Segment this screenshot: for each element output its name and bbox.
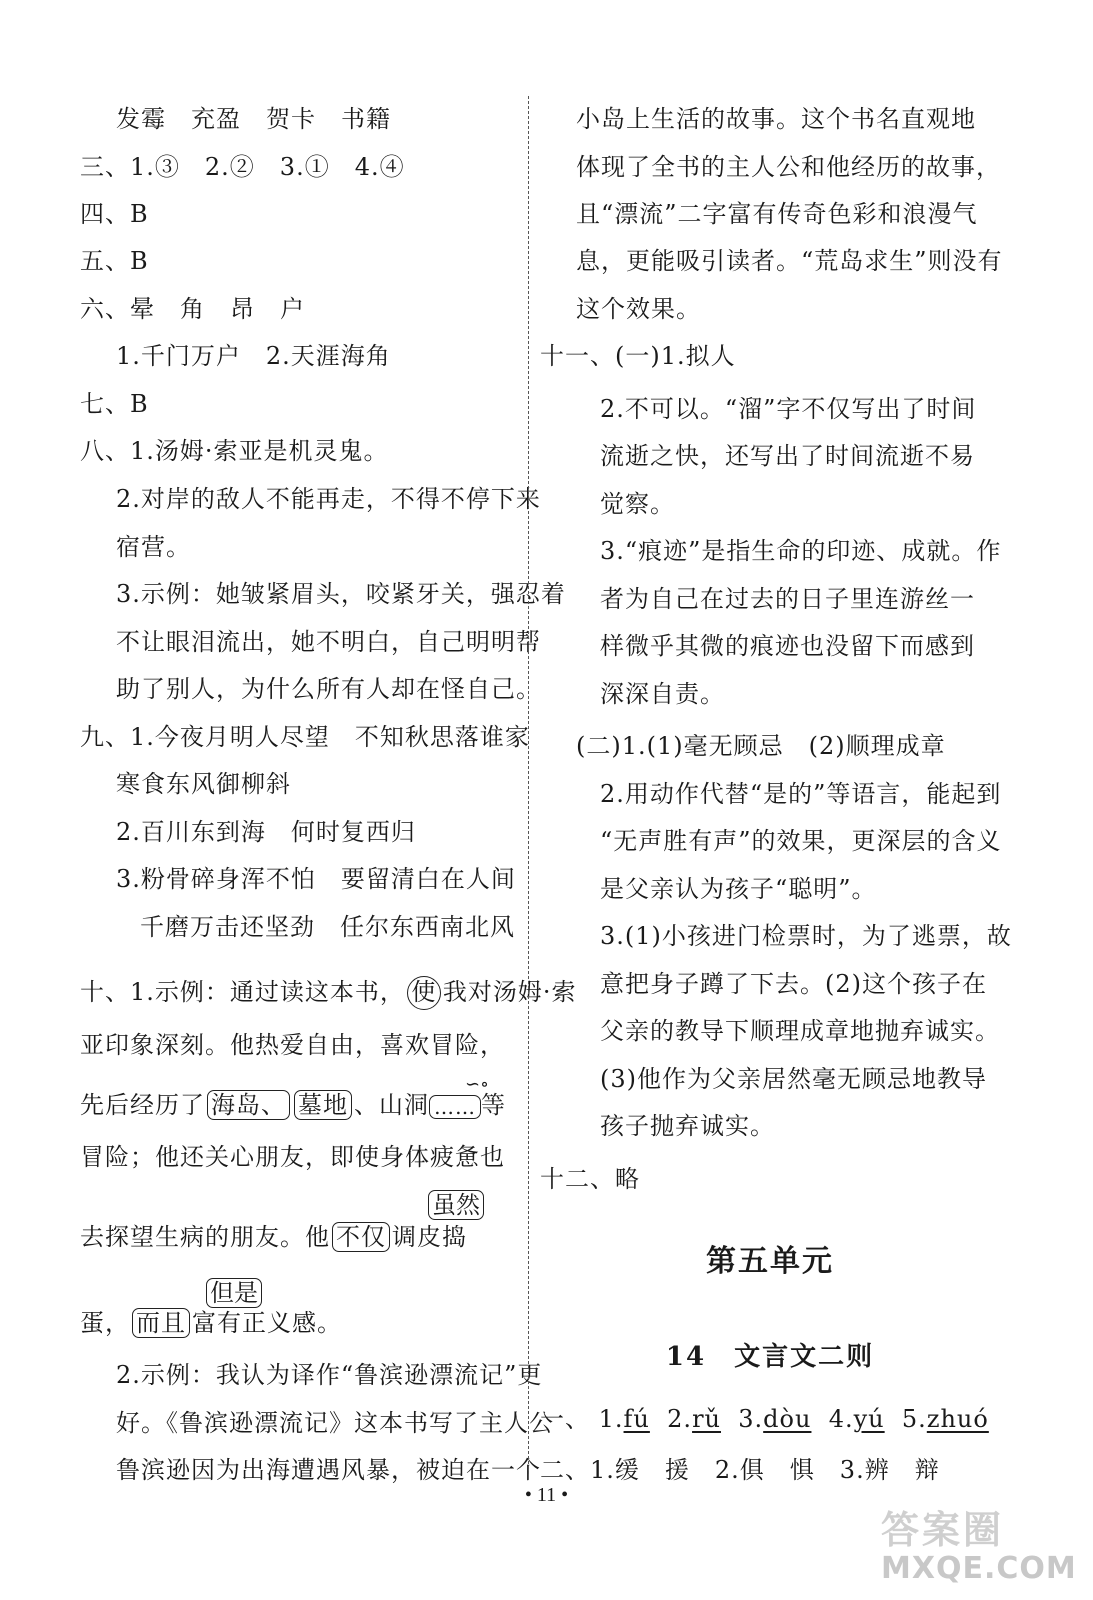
text-segment: 十、1.示例：通过读这本书， bbox=[80, 978, 405, 1006]
text-line-annotated bbox=[80, 1308, 342, 1338]
text-line: 2.示例：我认为译作“鲁滨逊漂流记”更 bbox=[116, 1361, 543, 1389]
text-line: 息，更能吸引读者。“荒岛求生”则没有 bbox=[576, 247, 1003, 275]
text-line: 1.千门万户 2.天涯海角 bbox=[116, 342, 391, 370]
text-line: 是父亲认为孩子“聪明”。 bbox=[600, 875, 877, 903]
item-number: 2. bbox=[667, 1405, 693, 1433]
text-line: 亚印象深刻。他热爱自由，喜欢冒险， bbox=[80, 1031, 505, 1059]
text-line: 3.示例：她皱紧眉头，咬紧牙关，强忍着 bbox=[116, 580, 566, 608]
boxed-word: 而且 bbox=[132, 1308, 190, 1338]
boxed-ellipsis: …… bbox=[429, 1095, 481, 1119]
text-segment: 一、 bbox=[540, 1405, 590, 1433]
text-line: 十一、(一)1.拟人 bbox=[540, 342, 736, 370]
text-line: 十二、略 bbox=[540, 1165, 640, 1193]
column-divider bbox=[528, 96, 529, 1474]
watermark-site: MXQE.COM bbox=[881, 1551, 1077, 1586]
boxed-word: 不仅 bbox=[332, 1222, 390, 1252]
inserted-word-box: 虽然 bbox=[428, 1190, 484, 1220]
text-segment: 去探望生病的朋友。他 bbox=[80, 1223, 330, 1251]
text-line-annotated bbox=[80, 1090, 506, 1120]
text-line: 小岛上生活的故事。这个书名直观地 bbox=[576, 105, 976, 133]
pinyin: rǔ bbox=[692, 1405, 721, 1433]
text-line: 深深自责。 bbox=[600, 680, 725, 708]
text-line: 鲁滨逊因为出海遭遇风暴，被迫在一个 bbox=[116, 1456, 541, 1484]
text-line: (3)他作为父亲居然毫无顾忌地教导 bbox=[600, 1065, 987, 1093]
text-line: 3.(1)小孩进门检票时，为了逃票，故 bbox=[600, 922, 1012, 950]
text-line: 六、晕 角 昂 户 bbox=[80, 295, 305, 323]
pinyin-answers bbox=[540, 1404, 989, 1434]
item-number: 5. bbox=[901, 1405, 927, 1433]
text-line: 2.对岸的敌人不能再走，不得不停下来 bbox=[116, 485, 541, 513]
lesson-title: 14 文言文二则 bbox=[665, 1342, 875, 1372]
text-line: 五、B bbox=[80, 247, 149, 275]
item-number: 4. bbox=[828, 1405, 854, 1433]
text-line-annotated bbox=[80, 976, 577, 1010]
text-line: 且“漂流”二字富有传奇色彩和浪漫气 bbox=[576, 200, 978, 228]
circled-word: 使 bbox=[407, 976, 441, 1010]
item-number: 3. bbox=[738, 1405, 764, 1433]
text-segment: 富有正义感。 bbox=[192, 1309, 342, 1337]
text-line: 3.粉骨碎身浑不怕 要留清白在人间 bbox=[116, 865, 516, 893]
text-line: 2.百川东到海 何时复西归 bbox=[116, 818, 416, 846]
text-line: 觉察。 bbox=[600, 490, 675, 518]
text-line: 三、1.③ 2.② 3.① 4.④ bbox=[80, 153, 405, 181]
text-segment: 、山洞 bbox=[354, 1091, 429, 1119]
unit-title: 第五单元 bbox=[706, 1244, 834, 1279]
item-number: 1. bbox=[598, 1405, 624, 1433]
text-line: 冒险；他还关心朋友，即使身体疲惫也 bbox=[80, 1143, 505, 1171]
text-line: 孩子抛弃诚实。 bbox=[600, 1112, 775, 1140]
text-line: “无声胜有声”的效果，更深层的含义 bbox=[600, 827, 1002, 855]
text-line: 父亲的教导下顺理成章地抛弃诚实。 bbox=[600, 1017, 1000, 1045]
text-line: 寒食东风御柳斜 bbox=[116, 770, 291, 798]
text-line: 3.“痕迹”是指生命的印迹、成就。作 bbox=[600, 537, 1002, 565]
text-line: 发霉 充盈 贺卡 书籍 bbox=[116, 105, 391, 133]
text-segment: 蛋， bbox=[80, 1309, 130, 1337]
pinyin: yú bbox=[853, 1405, 885, 1433]
inserted-word-box: 但是 bbox=[206, 1278, 262, 1308]
text-line: 宿营。 bbox=[116, 533, 191, 561]
text-line: 意把身子蹲了下去。(2)这个孩子在 bbox=[600, 970, 987, 998]
text-line: 九、1.今夜月明人尽望 不知秋思落谁家 bbox=[80, 723, 530, 751]
text-line: 2.不可以。“溜”字不仅写出了时间 bbox=[600, 395, 977, 423]
text-line: 体现了全书的主人公和他经历的故事， bbox=[576, 153, 1001, 181]
text-segment: 调皮捣 bbox=[392, 1223, 467, 1251]
page-number: • 11 • bbox=[524, 1484, 569, 1506]
text-line: 八、1.汤姆·索亚是机灵鬼。 bbox=[80, 437, 389, 465]
text-line: 千磨万击还坚劲 任尔东西南北风 bbox=[140, 913, 515, 941]
text-line: 四、B bbox=[80, 200, 149, 228]
boxed-word: 海岛、 bbox=[207, 1090, 290, 1120]
text-segment: 先后经历了 bbox=[80, 1091, 205, 1119]
watermark-logo: 答案圈 bbox=[881, 1508, 1005, 1552]
pinyin: dòu bbox=[763, 1405, 812, 1433]
text-segment: 我对汤姆·索 bbox=[442, 978, 577, 1006]
text-line: 者为自己在过去的日子里连游丝一 bbox=[600, 585, 975, 613]
pinyin: fú bbox=[623, 1405, 650, 1433]
text-line: (二)1.(1)毫无顾忌 (2)顺理成章 bbox=[576, 732, 946, 760]
boxed-word: 墓地 bbox=[294, 1090, 352, 1120]
insertion-mark-icon: ∽∘ bbox=[465, 1074, 489, 1095]
text-line: 助了别人，为什么所有人却在怪自己。 bbox=[116, 675, 541, 703]
text-line-annotated bbox=[80, 1222, 467, 1252]
text-line: 不让眼泪流出，她不明白，自己明明帮 bbox=[116, 628, 541, 656]
text-line: 七、B bbox=[80, 390, 149, 418]
pinyin: zhuó bbox=[926, 1405, 989, 1433]
text-line: 好。《鲁滨逊漂流记》这本书写了主人公 bbox=[116, 1409, 554, 1437]
text-line: 样微乎其微的痕迹也没留下而感到 bbox=[600, 632, 975, 660]
text-segment: 等 bbox=[481, 1091, 506, 1119]
text-line: 2.用动作代替“是的”等语言，能起到 bbox=[600, 780, 1002, 808]
text-line: 这个效果。 bbox=[576, 295, 701, 323]
text-line: 二、1.缓 援 2.俱 惧 3.辨 辩 bbox=[540, 1456, 940, 1484]
watermark bbox=[881, 1508, 1081, 1594]
text-line: 流逝之快，还写出了时间流逝不易 bbox=[600, 442, 975, 470]
